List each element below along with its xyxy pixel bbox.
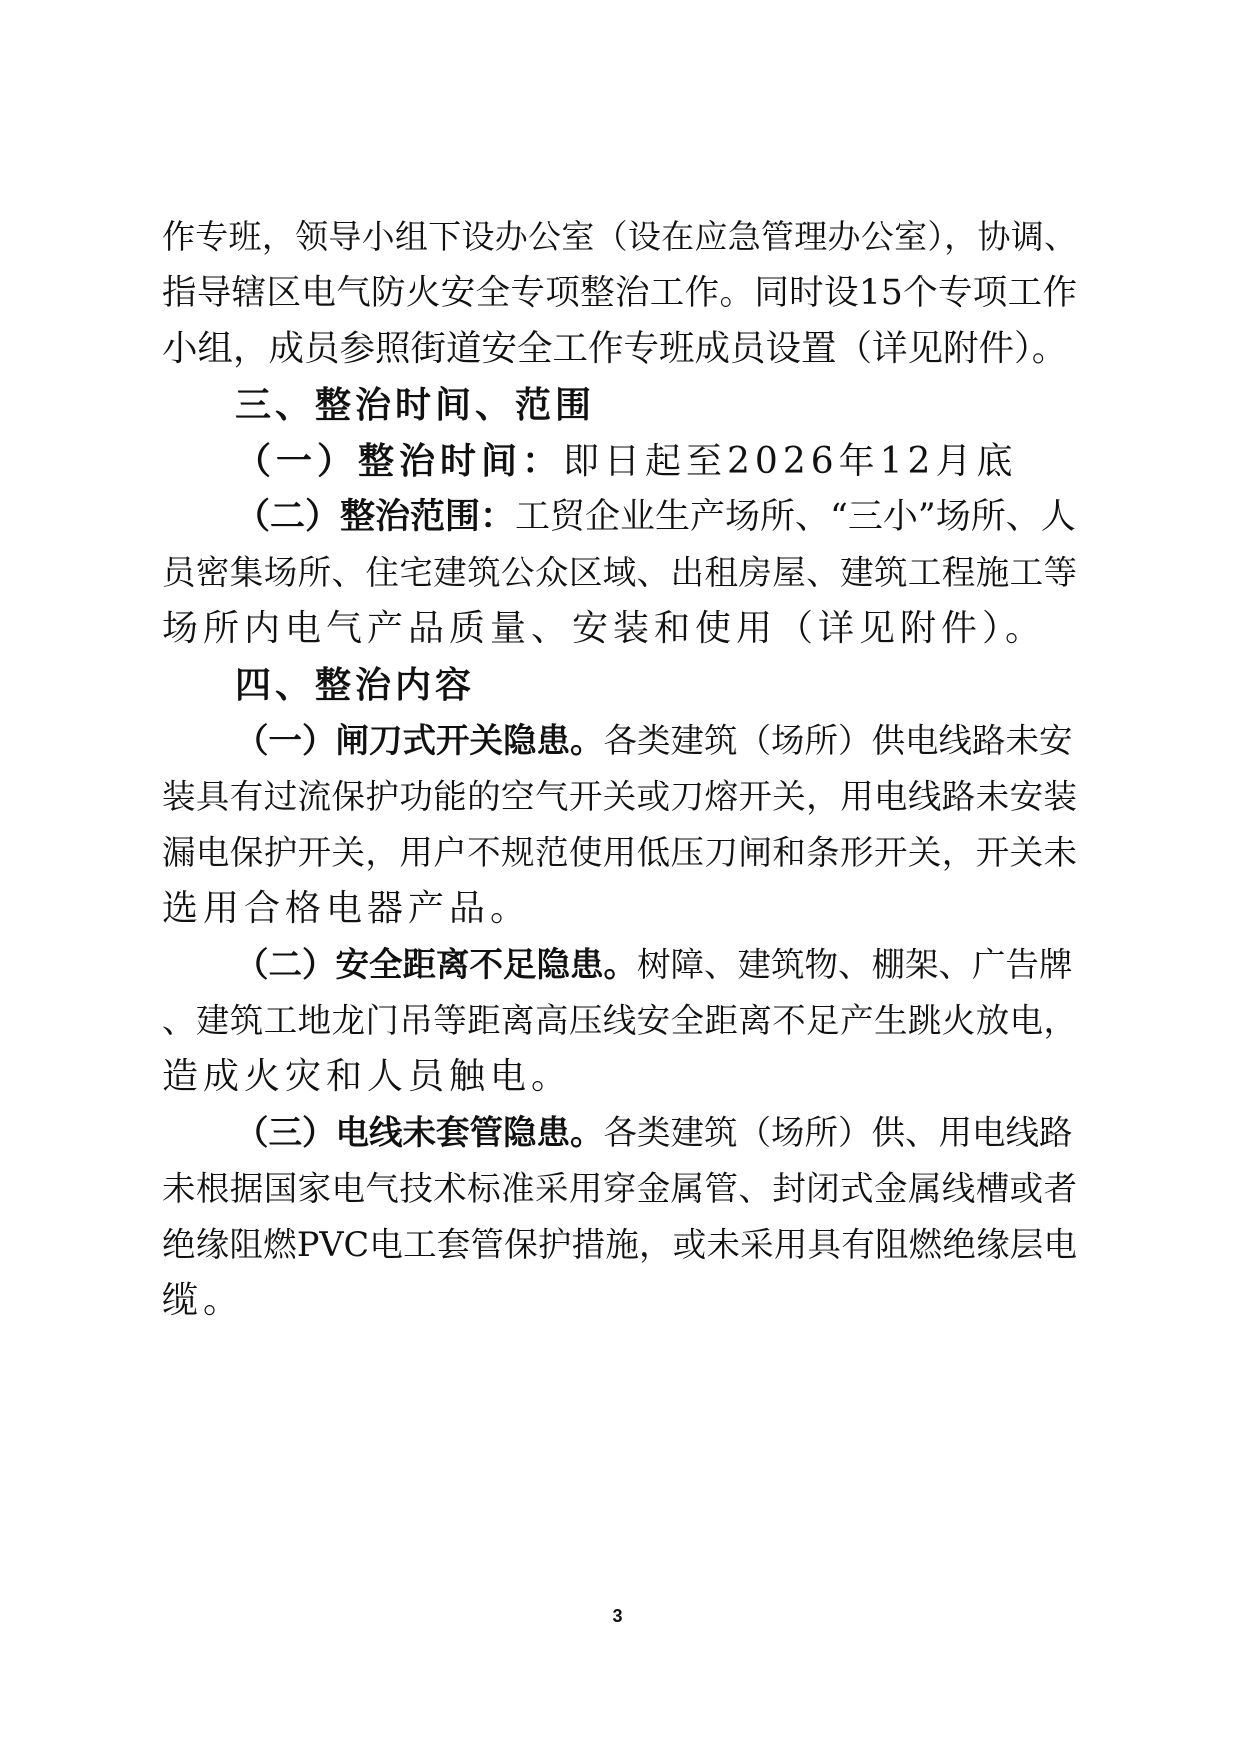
subsection-label: （二）整治范围： (235, 496, 516, 537)
body-text-line: 场所内电气产品质量、安装和使用（详见附件）。 (162, 608, 1047, 649)
body-text-line: 作专班，领导小组下设办公室（设在应急管理办公室），协调、 (162, 217, 1077, 256)
body-text-line: 小组，成员参照街道安全工作专班成员设置（详见附件）。 (162, 328, 1068, 369)
body-text-line: 未根据国家电气技术标准采用穿金属管、封闭式金属线槽或者 (162, 1169, 1077, 1208)
body-text-line: 、建筑工地龙门吊等距离高压线安全距离不足产生跳火放电， (162, 1001, 1077, 1040)
item-wire-conduit (235, 1111, 1077, 1155)
page-number: 3 (612, 1606, 623, 1626)
item-title: （二）安全距离不足隐患。 (235, 945, 637, 984)
body-text-line: 绝缘阻燃PVC电工套管保护措施，或未采用具有阻燃绝缘层电 (162, 1225, 1077, 1264)
body-text-line: 装具有过流保护功能的空气开关或刀熔开关，用电线路未安装 (162, 777, 1077, 816)
body-text-line: 员密集场所、住宅建筑公众区域、出租房屋、建筑工程施工等 (162, 553, 1077, 592)
subsection-text: 工贸企业生产场所、“三小”场所、人 (515, 497, 1076, 537)
body-text-line: 缆。 (162, 1280, 245, 1321)
section-heading-4: 四、整治内容 (235, 664, 476, 706)
subsection-scope (235, 495, 1077, 539)
body-text-line: 指导辖区电气防火安全专项整治工作。同时设15个专项工作 (162, 273, 1077, 313)
body-text-line: 造成火灾和人员触电。 (162, 1056, 573, 1097)
body-text-line: 选用合格电器产品。 (162, 888, 532, 929)
subsection-text: 即日起至2026年12月底 (563, 441, 1018, 482)
body-text-line: 漏电保护开关，用户不规范使用低压刀闸和条形开关，开关未 (162, 833, 1077, 872)
item-knife-switch (235, 719, 1077, 763)
subsection-time (235, 439, 1077, 483)
item-title: （一）闸刀式开关隐患。 (235, 721, 604, 760)
item-safety-distance (235, 943, 1077, 987)
item-title: （三）电线未套管隐患。 (235, 1113, 604, 1152)
subsection-label: （一）整治时间： (235, 440, 564, 482)
item-text: 树障、建筑物、棚架、广告牌 (637, 945, 1073, 984)
item-text: 各类建筑（场所）供、用电线路 (603, 1113, 1073, 1152)
item-text: 各类建筑（场所）供电线路未安 (603, 721, 1073, 760)
section-heading-3: 三、整治时间、范围 (235, 384, 596, 426)
